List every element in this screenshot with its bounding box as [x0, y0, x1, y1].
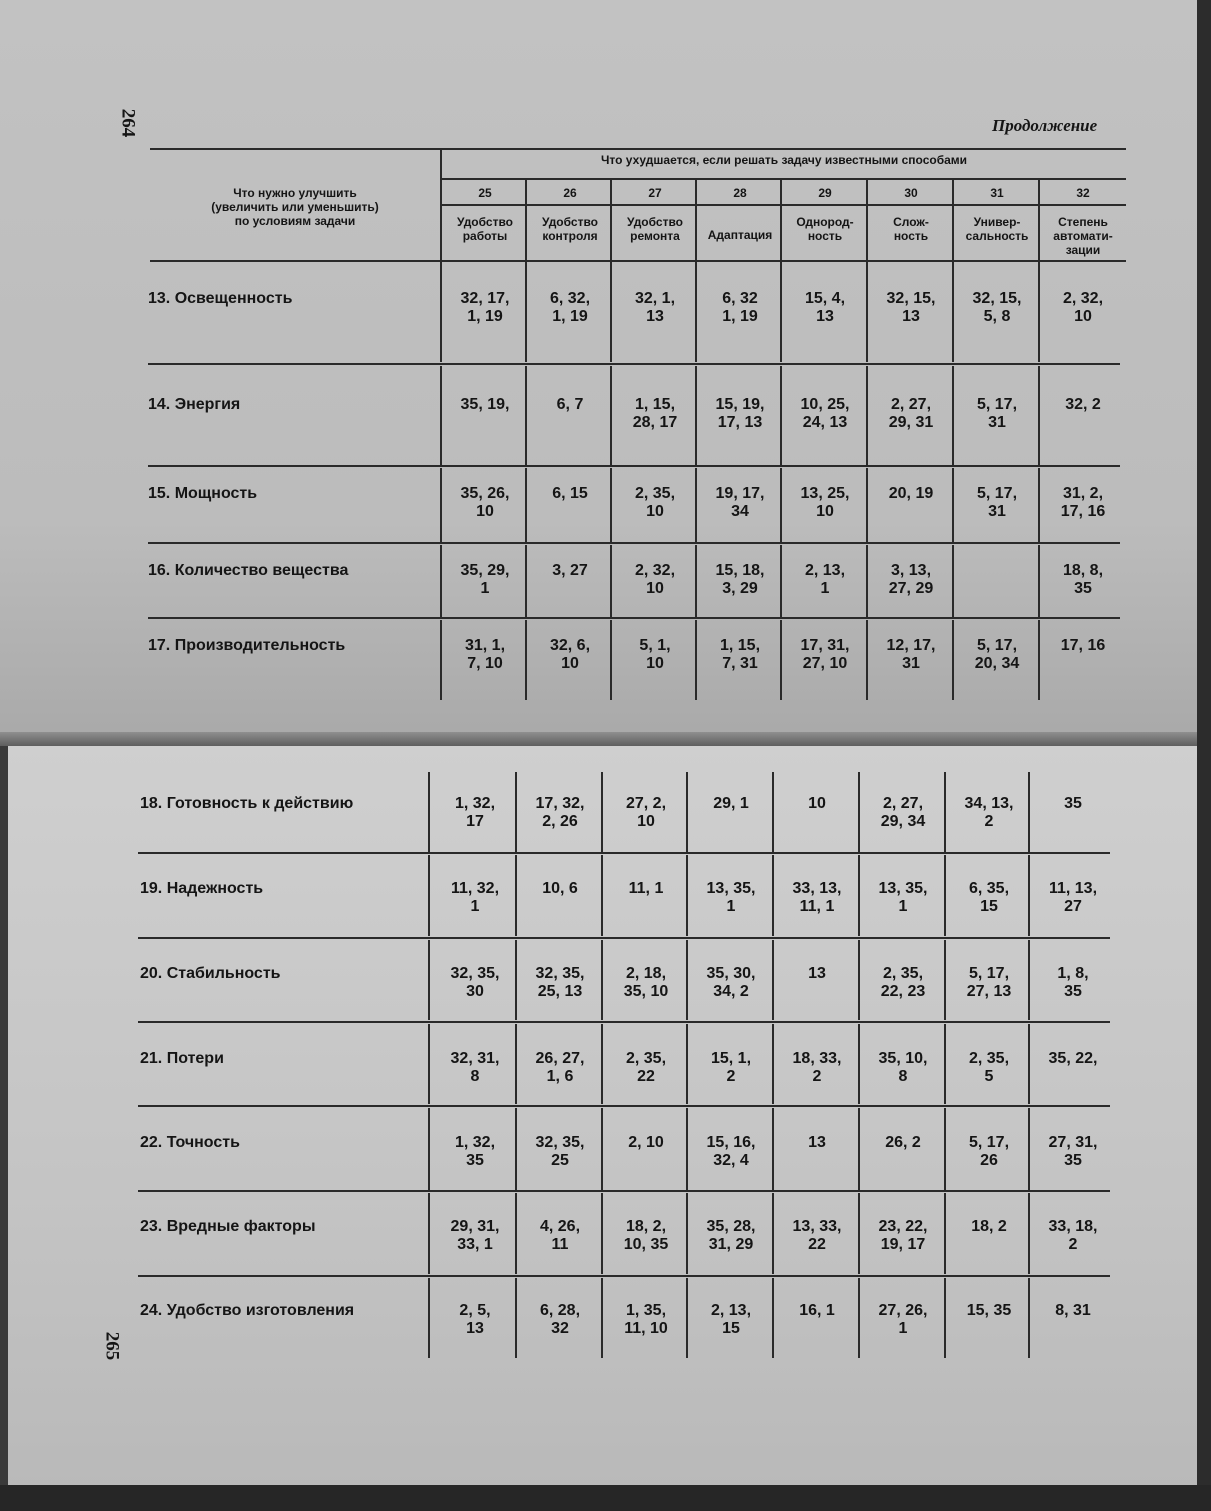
table-cell: 35, 22, — [1048, 1050, 1098, 1067]
table-cell: 2, 5, 13 — [459, 1302, 491, 1337]
row-column-divider — [780, 545, 782, 618]
row-column-divider — [772, 1024, 774, 1104]
table-cell: 35, 19, — [460, 396, 510, 413]
row-column-divider — [858, 1278, 860, 1358]
table-cell: 18, 2, 10, 35 — [623, 1218, 669, 1253]
row-column-divider — [601, 772, 603, 852]
table-cell: 32, 15, 13 — [886, 290, 936, 325]
table-cell: 5, 17, 31 — [976, 396, 1018, 431]
table-cell: 27, 31, 35 — [1048, 1134, 1098, 1169]
table-cell: 1, 8, 35 — [1057, 965, 1089, 1000]
row-column-divider — [686, 1193, 688, 1274]
row-column-divider — [780, 366, 782, 466]
table-cell: 10 — [808, 795, 826, 812]
row-column-divider — [866, 545, 868, 618]
row-label: 23. Вредные факторы — [140, 1218, 316, 1235]
row-column-divider — [515, 1193, 517, 1274]
table-cell: 17, 31, 27, 10 — [800, 637, 850, 672]
row-separator — [148, 542, 1120, 544]
row-column-divider — [610, 262, 612, 362]
table-cell: 15, 1, 2 — [710, 1050, 752, 1085]
row-column-divider — [866, 468, 868, 542]
table-cell: 6, 32, 1, 19 — [549, 290, 591, 325]
row-column-divider — [515, 855, 517, 936]
row-label: 18. Готовность к действию — [140, 795, 354, 812]
table-cell: 6, 7 — [556, 396, 584, 413]
row-label: 22. Точность — [140, 1134, 240, 1151]
table-cell: 5, 1, 10 — [639, 637, 671, 672]
table-cell: 5, 17, 26 — [968, 1134, 1010, 1169]
row-column-divider — [866, 366, 868, 466]
row-column-divider — [601, 1193, 603, 1274]
row-column-divider — [1038, 366, 1040, 466]
header-rule-mid — [442, 178, 1126, 180]
row-column-divider — [686, 1108, 688, 1190]
row-column-divider — [1038, 620, 1040, 700]
continuation-label: Продолжение — [992, 116, 1098, 135]
table-cell: 34, 13, 2 — [964, 795, 1014, 830]
row-separator — [138, 937, 1110, 939]
table-cell: 2, 35, 10 — [634, 485, 676, 520]
table-cell: 5, 17, 20, 34 — [974, 637, 1020, 672]
table-cell: 33, 13, 11, 1 — [792, 880, 842, 915]
table-cell: 35, 29, 1 — [460, 562, 510, 597]
row-column-divider — [944, 1278, 946, 1358]
column-name: Удобство контроля — [541, 215, 598, 243]
row-column-divider — [866, 262, 868, 362]
row-column-divider — [601, 855, 603, 936]
row-column-divider — [695, 262, 697, 362]
row-column-divider — [944, 1108, 946, 1190]
row-column-divider — [772, 1278, 774, 1358]
table-cell: 13, 25, 10 — [800, 485, 850, 520]
row-separator — [138, 852, 1110, 854]
table-cell: 1, 15, 7, 31 — [719, 637, 761, 672]
row-column-divider — [515, 1024, 517, 1104]
table-cell: 35 — [1064, 795, 1082, 812]
row-column-divider — [944, 772, 946, 852]
row-column-divider — [1028, 1193, 1030, 1274]
row-column-divider — [525, 262, 527, 362]
row-label: 16. Количество вещества — [148, 562, 349, 579]
row-column-divider — [780, 468, 782, 542]
column-name: Однород- ность — [796, 215, 854, 243]
table-cell: 15, 19, 17, 13 — [715, 396, 765, 431]
row-column-divider — [440, 545, 442, 618]
row-column-divider — [1038, 545, 1040, 618]
table-cell: 11, 1 — [628, 880, 664, 897]
row-column-divider — [772, 1108, 774, 1190]
row-column-divider — [952, 262, 954, 362]
table-cell: 26, 27, 1, 6 — [535, 1050, 585, 1085]
table-cell: 2, 13, 1 — [804, 562, 846, 597]
page-number-bottom: 265 — [101, 1331, 123, 1361]
row-column-divider — [780, 620, 782, 700]
row-label: 15. Мощность — [148, 485, 258, 502]
table-cell: 35, 26, 10 — [460, 485, 510, 520]
row-column-divider — [944, 1024, 946, 1104]
table-cell: 23, 22, 19, 17 — [878, 1218, 928, 1253]
row-label: 24. Удобство изготовления — [140, 1302, 355, 1319]
table-cell: 35, 30, 34, 2 — [706, 965, 756, 1000]
row-column-divider — [695, 468, 697, 542]
column-name: Слож- ность — [893, 215, 929, 243]
table-cell: 32, 35, 25 — [535, 1134, 585, 1169]
row-column-divider — [525, 620, 527, 700]
row-column-divider — [1028, 772, 1030, 852]
row-column-divider — [858, 1108, 860, 1190]
row-label: 14. Энергия — [148, 396, 241, 413]
table-cell: 31, 1, 7, 10 — [464, 637, 506, 672]
table-cell: 2, 35, 22 — [625, 1050, 667, 1085]
table-cell: 18, 33, 2 — [792, 1050, 842, 1085]
table-cell: 29, 1 — [713, 795, 749, 812]
row-column-divider — [428, 1108, 430, 1190]
table-cell: 32, 31, 8 — [450, 1050, 500, 1085]
row-column-divider — [772, 1193, 774, 1274]
row-column-divider — [686, 1278, 688, 1358]
column-number: 30 — [904, 186, 918, 200]
table-cell: 20, 19 — [888, 485, 934, 502]
row-column-divider — [440, 620, 442, 700]
page-fold-shadow — [0, 732, 1200, 746]
table-cell: 13, 35, 1 — [706, 880, 756, 915]
header-worsening-title: Что ухудшается, если решать задачу известными способами — [600, 153, 968, 167]
header-improve-title: Что нужно улучшить (увеличить или уменьшить) по условиям задачи — [211, 186, 379, 228]
table-cell: 2, 35, 5 — [968, 1050, 1010, 1085]
column-number: 25 — [478, 186, 492, 200]
row-column-divider — [858, 1024, 860, 1104]
book-edge-bottom — [0, 1485, 1211, 1511]
table-cell: 8, 31 — [1055, 1302, 1091, 1319]
row-label: 20. Стабильность — [140, 965, 281, 982]
table-cell: 32, 2 — [1065, 396, 1101, 413]
row-column-divider — [440, 468, 442, 542]
row-column-divider — [440, 262, 442, 362]
table-cell: 1, 15, 28, 17 — [632, 396, 678, 431]
table-cell: 3, 13, 27, 29 — [888, 562, 934, 597]
row-column-divider — [428, 940, 430, 1020]
table-cell: 32, 17, 1, 19 — [460, 290, 510, 325]
row-column-divider — [858, 772, 860, 852]
row-column-divider — [610, 620, 612, 700]
row-column-divider — [952, 620, 954, 700]
table-cell: 2, 35, 22, 23 — [880, 965, 926, 1000]
table-cell: 4, 26, 11 — [539, 1218, 581, 1253]
table-cell: 6, 32 1, 19 — [722, 290, 758, 325]
row-column-divider — [780, 262, 782, 362]
row-column-divider — [610, 468, 612, 542]
table-cell: 35, 28, 31, 29 — [706, 1218, 756, 1253]
row-separator — [138, 1275, 1110, 1277]
row-column-divider — [858, 1193, 860, 1274]
table-cell: 16, 1 — [799, 1302, 835, 1319]
column-name: Удобство ремонта — [626, 215, 683, 243]
table-cell: 12, 17, 31 — [886, 637, 936, 672]
row-column-divider — [515, 1108, 517, 1190]
column-name: Удобство работы — [456, 215, 513, 243]
row-column-divider — [1028, 940, 1030, 1020]
row-column-divider — [686, 855, 688, 936]
table-cell: 27, 26, 1 — [878, 1302, 928, 1337]
table-cell: 11, 32, 1 — [450, 880, 500, 915]
table-cell: 15, 4, 13 — [804, 290, 846, 325]
header-rule-top — [150, 148, 1126, 150]
table-cell: 6, 15 — [552, 485, 588, 502]
row-column-divider — [601, 1108, 603, 1190]
row-column-divider — [1028, 855, 1030, 936]
table-cell: 13, 35, 1 — [878, 880, 928, 915]
table-cell: 11, 13, 27 — [1048, 880, 1098, 915]
table-cell: 1, 32, 17 — [454, 795, 496, 830]
row-column-divider — [952, 545, 954, 618]
row-column-divider — [515, 1278, 517, 1358]
table-cell: 2, 32, 10 — [634, 562, 676, 597]
row-column-divider — [428, 1278, 430, 1358]
table-cell: 17, 32, 2, 26 — [535, 795, 585, 830]
row-column-divider — [525, 545, 527, 618]
row-column-divider — [952, 366, 954, 466]
column-number: 28 — [733, 186, 747, 200]
table-cell: 18, 8, 35 — [1062, 562, 1104, 597]
bottom-page — [8, 742, 1198, 1489]
column-name: Универ- сальность — [965, 215, 1029, 243]
row-column-divider — [515, 772, 517, 852]
table-cell: 26, 2 — [885, 1134, 921, 1151]
table-cell: 27, 2, 10 — [625, 795, 667, 830]
header-rule-num — [442, 204, 1126, 206]
row-column-divider — [695, 545, 697, 618]
row-column-divider — [428, 855, 430, 936]
row-separator — [148, 363, 1120, 365]
header-rule-bottom — [150, 260, 1126, 262]
table-cell: 2, 13, 15 — [710, 1302, 752, 1337]
table-cell: 13, 33, 22 — [792, 1218, 842, 1253]
table-cell: 19, 17, 34 — [715, 485, 765, 520]
column-number: 26 — [563, 186, 577, 200]
row-column-divider — [772, 855, 774, 936]
row-label: 19. Надежность — [140, 880, 264, 897]
table-cell: 15, 16, 32, 4 — [706, 1134, 756, 1169]
row-label: 17. Производительность — [148, 637, 346, 654]
row-column-divider — [525, 468, 527, 542]
row-column-divider — [858, 855, 860, 936]
row-column-divider — [1038, 468, 1040, 542]
row-column-divider — [610, 545, 612, 618]
column-number: 32 — [1076, 186, 1090, 200]
column-name: Степень автомати- зации — [1053, 215, 1113, 257]
row-column-divider — [1028, 1108, 1030, 1190]
table-cell: 31, 2, 17, 16 — [1060, 485, 1106, 520]
table-cell: 33, 18, 2 — [1048, 1218, 1098, 1253]
table-cell: 18, 2 — [971, 1218, 1007, 1235]
table-cell: 32, 1, 13 — [634, 290, 676, 325]
column-number: 29 — [818, 186, 832, 200]
table-cell: 35, 10, 8 — [878, 1050, 928, 1085]
table-cell: 5, 17, 27, 13 — [966, 965, 1012, 1000]
column-name: Адаптация — [707, 228, 773, 242]
table-cell: 32, 35, 25, 13 — [535, 965, 585, 1000]
table-cell: 6, 28, 32 — [539, 1302, 581, 1337]
table-cell: 29, 31, 33, 1 — [450, 1218, 500, 1253]
table-cell: 13 — [808, 1134, 826, 1151]
table-cell: 10, 6 — [542, 880, 578, 897]
row-label: 21. Потери — [140, 1050, 224, 1067]
row-separator — [138, 1021, 1110, 1023]
table-cell: 1, 32, 35 — [454, 1134, 496, 1169]
page-number-top: 264 — [117, 108, 139, 138]
row-column-divider — [944, 855, 946, 936]
row-column-divider — [601, 1278, 603, 1358]
row-column-divider — [686, 1024, 688, 1104]
row-column-divider — [525, 366, 527, 466]
row-column-divider — [695, 366, 697, 466]
row-label: 13. Освещенность — [148, 290, 293, 307]
row-separator — [138, 1105, 1110, 1107]
table-cell: 2, 32, 10 — [1062, 290, 1104, 325]
row-separator — [148, 617, 1120, 619]
row-column-divider — [858, 940, 860, 1020]
table-cell: 15, 35 — [966, 1302, 1012, 1319]
row-column-divider — [515, 940, 517, 1020]
table-cell: 17, 16 — [1060, 637, 1106, 654]
row-separator — [138, 1190, 1110, 1192]
table-cell: 1, 35, 11, 10 — [624, 1302, 668, 1337]
row-column-divider — [944, 940, 946, 1020]
row-column-divider — [695, 620, 697, 700]
book-edge-right — [1197, 0, 1211, 1511]
row-column-divider — [686, 772, 688, 852]
row-column-divider — [772, 772, 774, 852]
row-separator — [148, 465, 1120, 467]
table-cell: 2, 27, 29, 34 — [880, 795, 926, 830]
table-cell: 2, 27, 29, 31 — [888, 396, 934, 431]
row-column-divider — [428, 1024, 430, 1104]
table-cell: 15, 18, 3, 29 — [715, 562, 765, 597]
row-column-divider — [1038, 262, 1040, 362]
row-column-divider — [952, 468, 954, 542]
row-column-divider — [686, 940, 688, 1020]
row-column-divider — [866, 620, 868, 700]
table-cell: 32, 35, 30 — [450, 965, 500, 1000]
top-page — [0, 0, 1200, 742]
row-column-divider — [428, 772, 430, 852]
row-column-divider — [428, 1193, 430, 1274]
row-column-divider — [601, 940, 603, 1020]
table-cell: 10, 25, 24, 13 — [800, 396, 850, 431]
row-column-divider — [440, 366, 442, 466]
row-column-divider — [1028, 1024, 1030, 1104]
row-column-divider — [944, 1193, 946, 1274]
table-cell: 5, 17, 31 — [976, 485, 1018, 520]
row-column-divider — [772, 940, 774, 1020]
column-number: 31 — [990, 186, 1004, 200]
table-cell: 2, 10 — [628, 1134, 664, 1151]
table-cell: 2, 18, 35, 10 — [623, 965, 669, 1000]
row-column-divider — [610, 366, 612, 466]
column-number: 27 — [648, 186, 662, 200]
table-cell: 6, 35, 15 — [968, 880, 1010, 915]
row-column-divider — [1028, 1278, 1030, 1358]
table-cell: 3, 27 — [552, 562, 588, 579]
table-cell: 32, 6, 10 — [549, 637, 591, 672]
table-cell: 32, 15, 5, 8 — [972, 290, 1022, 325]
table-cell: 13 — [808, 965, 826, 982]
row-column-divider — [601, 1024, 603, 1104]
